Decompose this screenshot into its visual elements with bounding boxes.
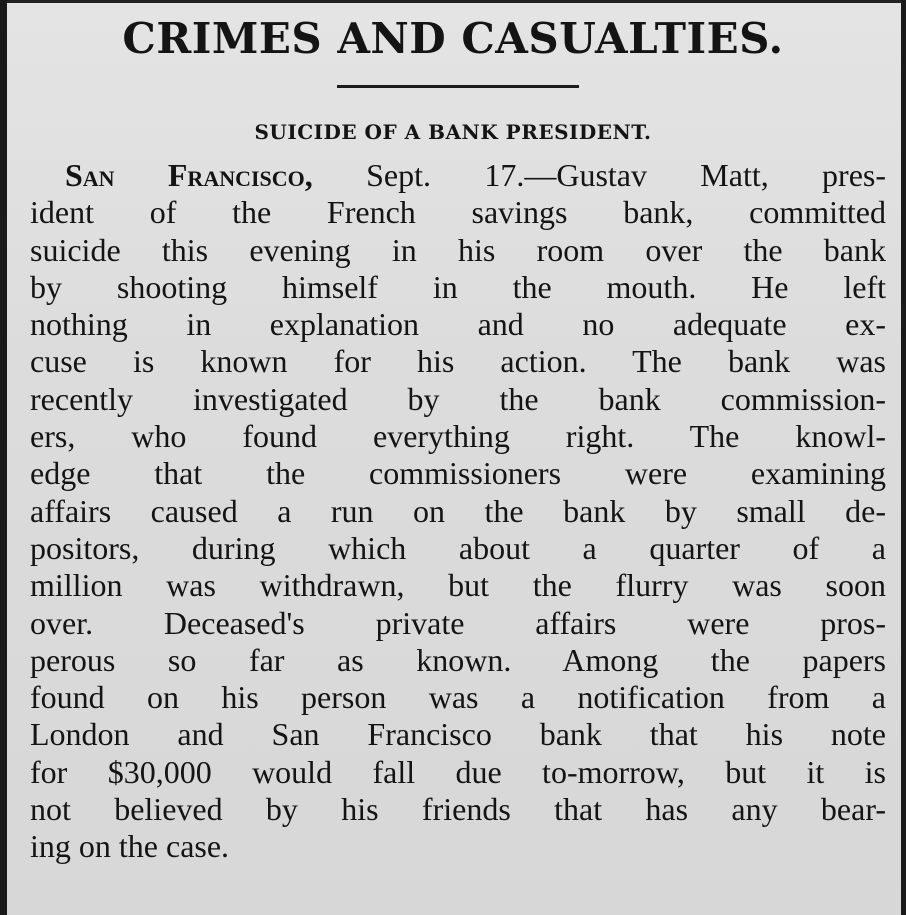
article-line: ers, who found everything right. The knowl- [30,418,886,455]
article-line: ident of the French savings bank, committed [30,194,886,231]
article-line: edge that the commissioners were examining [30,455,886,492]
article-line: over. Deceased's private affairs were pros- [30,604,886,641]
article-line: affairs caused a run on the bank by small de- [30,492,886,529]
article-line: nothing in explanation and no adequate ex- [30,306,886,343]
article-line: cuse is known for his action. The bank was [30,343,886,380]
article-line [30,157,886,194]
headline-rule [337,85,579,88]
subheadline: SUICIDE OF A BANK PRESIDENT. [254,120,652,144]
article-line: ing on the case. [30,828,230,865]
article-line: recently investigated by the bank commission- [30,380,886,417]
article-line: positors, during which about a quarter of a [30,529,886,566]
article-line: suicide this evening in his room over the bank [30,231,886,268]
article-line: not believed by his friends that has any bear- [30,791,886,828]
article-line: by shooting himself in the mouth. He left [30,268,886,305]
article-body [30,157,886,866]
article-line-text: Sept. 17.—Gustav Matt, pres- [366,157,887,193]
article-line: million was withdrawn, but the flurry was soon [30,567,886,604]
dateline: San Francisco, [65,157,313,193]
article-line: London and San Francisco bank that his note [30,716,886,753]
article-line: found on his person was a notification from a [30,679,886,716]
top-border [7,0,901,3]
article-line: for $30,000 would fall due to-morrow, but it is [30,753,886,790]
headline: CRIMES AND CASUALTIES. [122,14,784,63]
article-line: perous so far as known. Among the papers [30,641,886,678]
